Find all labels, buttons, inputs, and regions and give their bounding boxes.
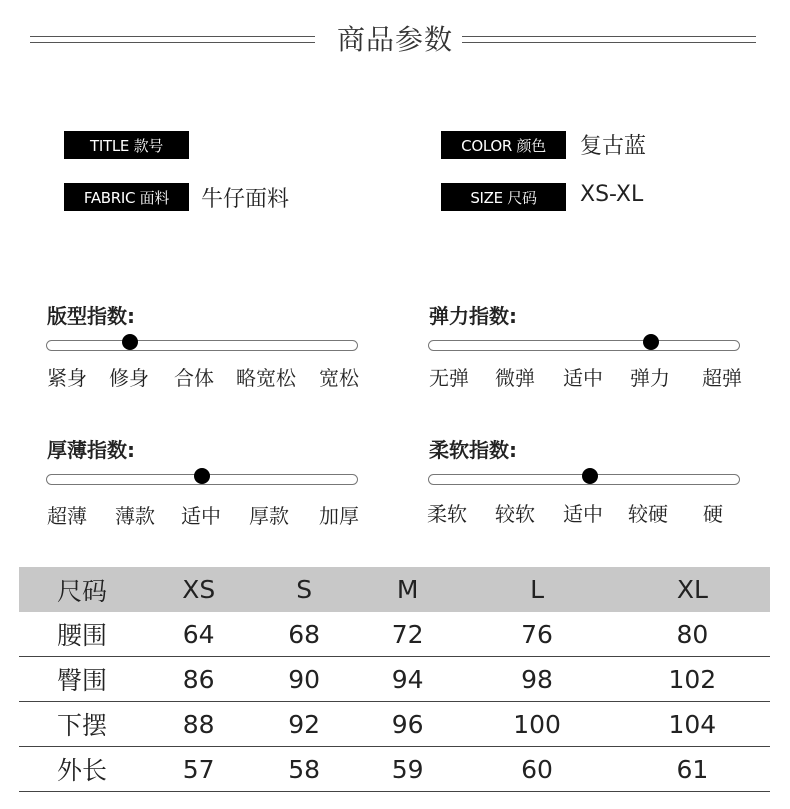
size-header-cell: 尺码 <box>19 567 145 612</box>
table-cell: 72 <box>356 612 460 657</box>
table-row <box>19 747 770 792</box>
fit-option: 合体 <box>174 366 214 390</box>
softness-option: 硬 <box>703 502 723 526</box>
thickness-option: 厚款 <box>249 504 289 528</box>
table-cell: 68 <box>252 612 356 657</box>
softness-index-title: 柔软指数: <box>429 438 517 462</box>
table-cell: 94 <box>356 657 460 702</box>
table-cell: 下摆 <box>19 702 145 747</box>
softness-option: 适中 <box>563 502 603 526</box>
softness-option: 柔软 <box>427 502 467 526</box>
table-cell: 90 <box>252 657 356 702</box>
fit-option: 略宽松 <box>236 366 296 390</box>
elasticity-option: 超弹 <box>702 366 742 390</box>
table-cell: 96 <box>356 702 460 747</box>
fabric-label: FABRIC 面料 <box>64 183 189 211</box>
elasticity-option: 微弹 <box>495 366 535 390</box>
table-cell: 92 <box>252 702 356 747</box>
size-header-cell: XS <box>145 567 252 612</box>
elasticity-option: 适中 <box>563 366 603 390</box>
size-label: SIZE 尺码 <box>441 183 566 211</box>
table-cell: 臀围 <box>19 657 145 702</box>
fit-option: 宽松 <box>319 366 359 390</box>
table-cell: 57 <box>145 747 252 792</box>
size-header-cell: S <box>252 567 356 612</box>
elasticity-option: 弹力 <box>630 366 670 390</box>
fabric-value: 牛仔面料 <box>201 187 290 212</box>
table-row <box>19 657 770 702</box>
fit-index-track <box>46 340 358 351</box>
softness-index-knob <box>582 468 598 484</box>
table-cell: 76 <box>459 612 614 657</box>
table-row <box>19 702 770 747</box>
table-cell: 98 <box>459 657 614 702</box>
fit-option: 紧身 <box>47 366 87 390</box>
table-cell: 59 <box>356 747 460 792</box>
color-label: COLOR 颜色 <box>441 131 566 159</box>
size-value: XS-XL <box>580 182 644 207</box>
size-header-cell: M <box>356 567 460 612</box>
table-cell: 58 <box>252 747 356 792</box>
elasticity-index-knob <box>643 334 659 350</box>
table-cell: 60 <box>459 747 614 792</box>
elasticity-option: 无弹 <box>429 366 469 390</box>
table-cell: 64 <box>145 612 252 657</box>
size-header-cell: XL <box>615 567 770 612</box>
fit-index-knob <box>122 334 138 350</box>
table-cell: 102 <box>615 657 770 702</box>
table-cell: 80 <box>615 612 770 657</box>
table-cell: 88 <box>145 702 252 747</box>
thickness-index-title: 厚薄指数: <box>47 438 135 462</box>
table-cell: 外长 <box>19 747 145 792</box>
table-cell: 104 <box>615 702 770 747</box>
size-table-header-row <box>19 567 770 612</box>
table-cell: 100 <box>459 702 614 747</box>
page-title: 商品参数 <box>336 23 453 56</box>
softness-option: 较硬 <box>628 502 668 526</box>
thickness-option: 适中 <box>181 504 221 528</box>
elasticity-index-track <box>428 340 740 351</box>
fit-index-title: 版型指数: <box>47 304 135 328</box>
softness-option: 较软 <box>495 502 535 526</box>
size-header-cell: L <box>459 567 614 612</box>
thickness-option: 加厚 <box>319 504 359 528</box>
thickness-index-knob <box>194 468 210 484</box>
elasticity-index-title: 弹力指数: <box>429 304 517 328</box>
thickness-option: 薄款 <box>115 504 155 528</box>
table-cell: 61 <box>615 747 770 792</box>
thickness-option: 超薄 <box>47 504 87 528</box>
fit-option: 修身 <box>109 366 149 390</box>
title-label: TITLE 款号 <box>64 131 189 159</box>
table-cell: 腰围 <box>19 612 145 657</box>
color-value: 复古蓝 <box>580 134 647 159</box>
table-cell: 86 <box>145 657 252 702</box>
table-row <box>19 612 770 657</box>
size-table <box>19 567 770 792</box>
